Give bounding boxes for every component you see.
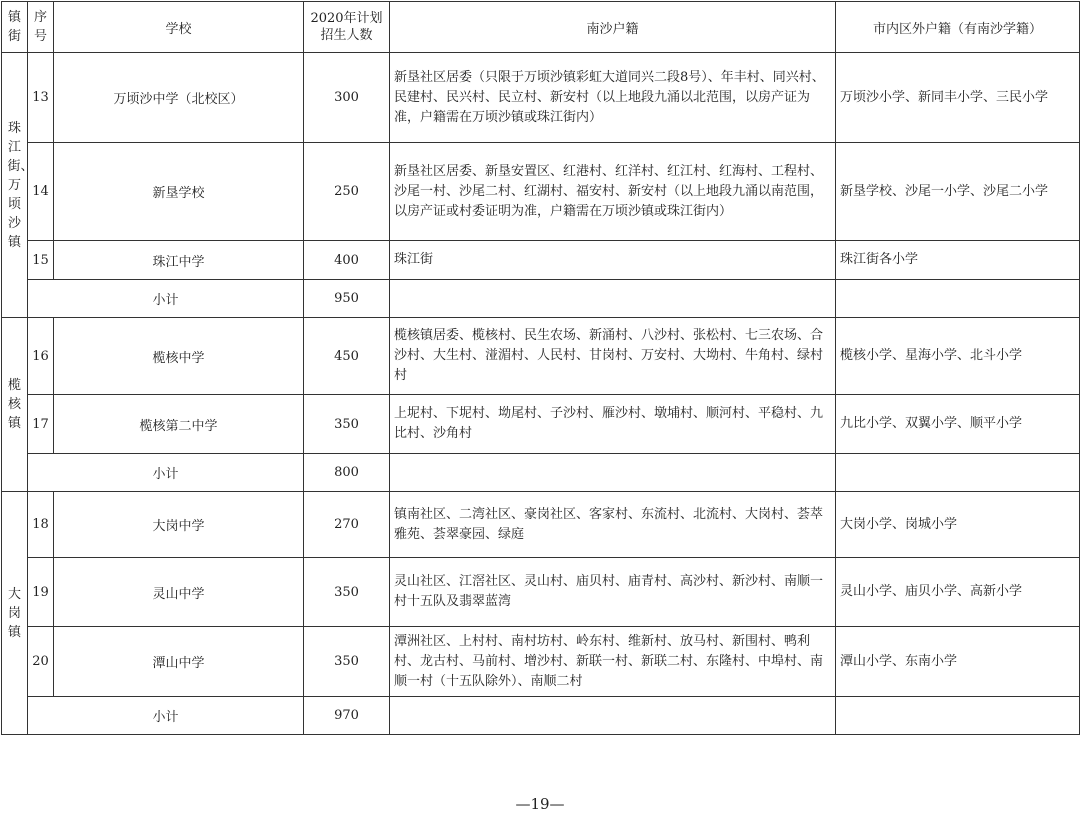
district-cell: 大岗镇 — [2, 492, 28, 735]
seq-cell: 15 — [28, 241, 54, 280]
seq-cell: 20 — [28, 627, 54, 697]
plan-cell: 350 — [304, 395, 390, 454]
nansha-cell: 新垦社区居委、新垦安置区、红港村、红洋村、红江村、红海村、工程村、沙尾一村、沙尾二村、红湖村、福安村、新安村（以上地段九涌以南范围，以房产证或村委证明为准，户籍需在万顷沙镇或珠江街内） — [390, 143, 836, 241]
seq-cell: 14 — [28, 143, 54, 241]
header-plan: 2020年计划招生人数 — [304, 2, 390, 53]
table-row — [2, 53, 1080, 143]
nansha-cell: 潭洲社区、上村村、南村坊村、岭东村、维新村、放马村、新围村、鸭利村、龙古村、马前村、增沙村、新联一村、新联二村、东隆村、中埠村、南顺一村（十五队除外）、南顺二村 — [390, 627, 836, 697]
other-cell: 珠江街各小学 — [836, 241, 1080, 280]
header-other: 市内区外户籍（有南沙学籍） — [836, 2, 1080, 53]
plan-cell: 350 — [304, 558, 390, 627]
nansha-cell: 灵山社区、江滘社区、灵山村、庙贝村、庙青村、高沙村、新沙村、南顺一村十五队及翡翠蓝湾 — [390, 558, 836, 627]
subtotal-row — [2, 454, 1080, 492]
school-cell: 榄核第二中学 — [54, 395, 304, 454]
table-row — [2, 143, 1080, 241]
table-row — [2, 492, 1080, 558]
subtotal-label: 小计 — [28, 454, 304, 492]
other-cell: 万顷沙小学、新同丰小学、三民小学 — [836, 53, 1080, 143]
plan-cell: 450 — [304, 318, 390, 395]
plan-cell: 250 — [304, 143, 390, 241]
table-row — [2, 558, 1080, 627]
other-cell: 新垦学校、沙尾一小学、沙尾二小学 — [836, 143, 1080, 241]
seq-cell: 19 — [28, 558, 54, 627]
school-cell: 珠江中学 — [54, 241, 304, 280]
subtotal-value: 800 — [304, 454, 390, 492]
seq-cell: 13 — [28, 53, 54, 143]
district-cell: 珠江街、万顷沙镇 — [2, 53, 28, 318]
subtotal-label: 小计 — [28, 697, 304, 735]
header-nansha: 南沙户籍 — [390, 2, 836, 53]
school-cell: 万顷沙中学（北校区） — [54, 53, 304, 143]
nansha-cell: 新垦社区居委（只限于万顷沙镇彩虹大道同兴二段8号）、年丰村、同兴村、民建村、民兴村、民立村、新安村（以上地段九涌以北范围，以房产证为准，户籍需在万顷沙镇或珠江街内） — [390, 53, 836, 143]
table-row — [2, 241, 1080, 280]
seq-cell: 17 — [28, 395, 54, 454]
other-cell: 大岗小学、岗城小学 — [836, 492, 1080, 558]
nansha-cell: 榄核镇居委、榄核村、民生农场、新涌村、八沙村、张松村、七三农场、合沙村、大生村、湴湄村、人民村、甘岗村、万安村、大坳村、牛角村、绿村村 — [390, 318, 836, 395]
subtotal-value: 950 — [304, 280, 390, 318]
other-cell: 九比小学、双翼小学、顺平小学 — [836, 395, 1080, 454]
seq-cell: 16 — [28, 318, 54, 395]
header-seq: 序号 — [28, 2, 54, 53]
enrollment-table — [1, 1, 1080, 735]
nansha-cell: 珠江街 — [390, 241, 836, 280]
table-row — [2, 318, 1080, 395]
school-cell: 榄核中学 — [54, 318, 304, 395]
header-school: 学校 — [54, 2, 304, 53]
table-row — [2, 627, 1080, 697]
plan-cell: 270 — [304, 492, 390, 558]
subtotal-label: 小计 — [28, 280, 304, 318]
plan-cell: 300 — [304, 53, 390, 143]
district-cell: 榄核镇 — [2, 318, 28, 492]
plan-cell: 350 — [304, 627, 390, 697]
seq-cell: 18 — [28, 492, 54, 558]
school-cell: 大岗中学 — [54, 492, 304, 558]
table-row — [2, 395, 1080, 454]
header-row — [2, 2, 1080, 53]
school-cell: 灵山中学 — [54, 558, 304, 627]
subtotal-value: 970 — [304, 697, 390, 735]
subtotal-row — [2, 697, 1080, 735]
other-cell: 榄核小学、星海小学、北斗小学 — [836, 318, 1080, 395]
header-district: 镇街 — [2, 2, 28, 53]
nansha-cell: 镇南社区、二湾社区、豪岗社区、客家村、东流村、北流村、大岗村、荟萃雅苑、荟翠豪园、绿庭 — [390, 492, 836, 558]
school-cell: 潭山中学 — [54, 627, 304, 697]
subtotal-row — [2, 280, 1080, 318]
other-cell: 灵山小学、庙贝小学、高新小学 — [836, 558, 1080, 627]
school-cell: 新垦学校 — [54, 143, 304, 241]
nansha-cell: 上坭村、下坭村、坳尾村、子沙村、雁沙村、墩埔村、顺河村、平稳村、九比村、沙角村 — [390, 395, 836, 454]
other-cell: 潭山小学、东南小学 — [836, 627, 1080, 697]
plan-cell: 400 — [304, 241, 390, 280]
page-number: —19— — [515, 795, 565, 813]
